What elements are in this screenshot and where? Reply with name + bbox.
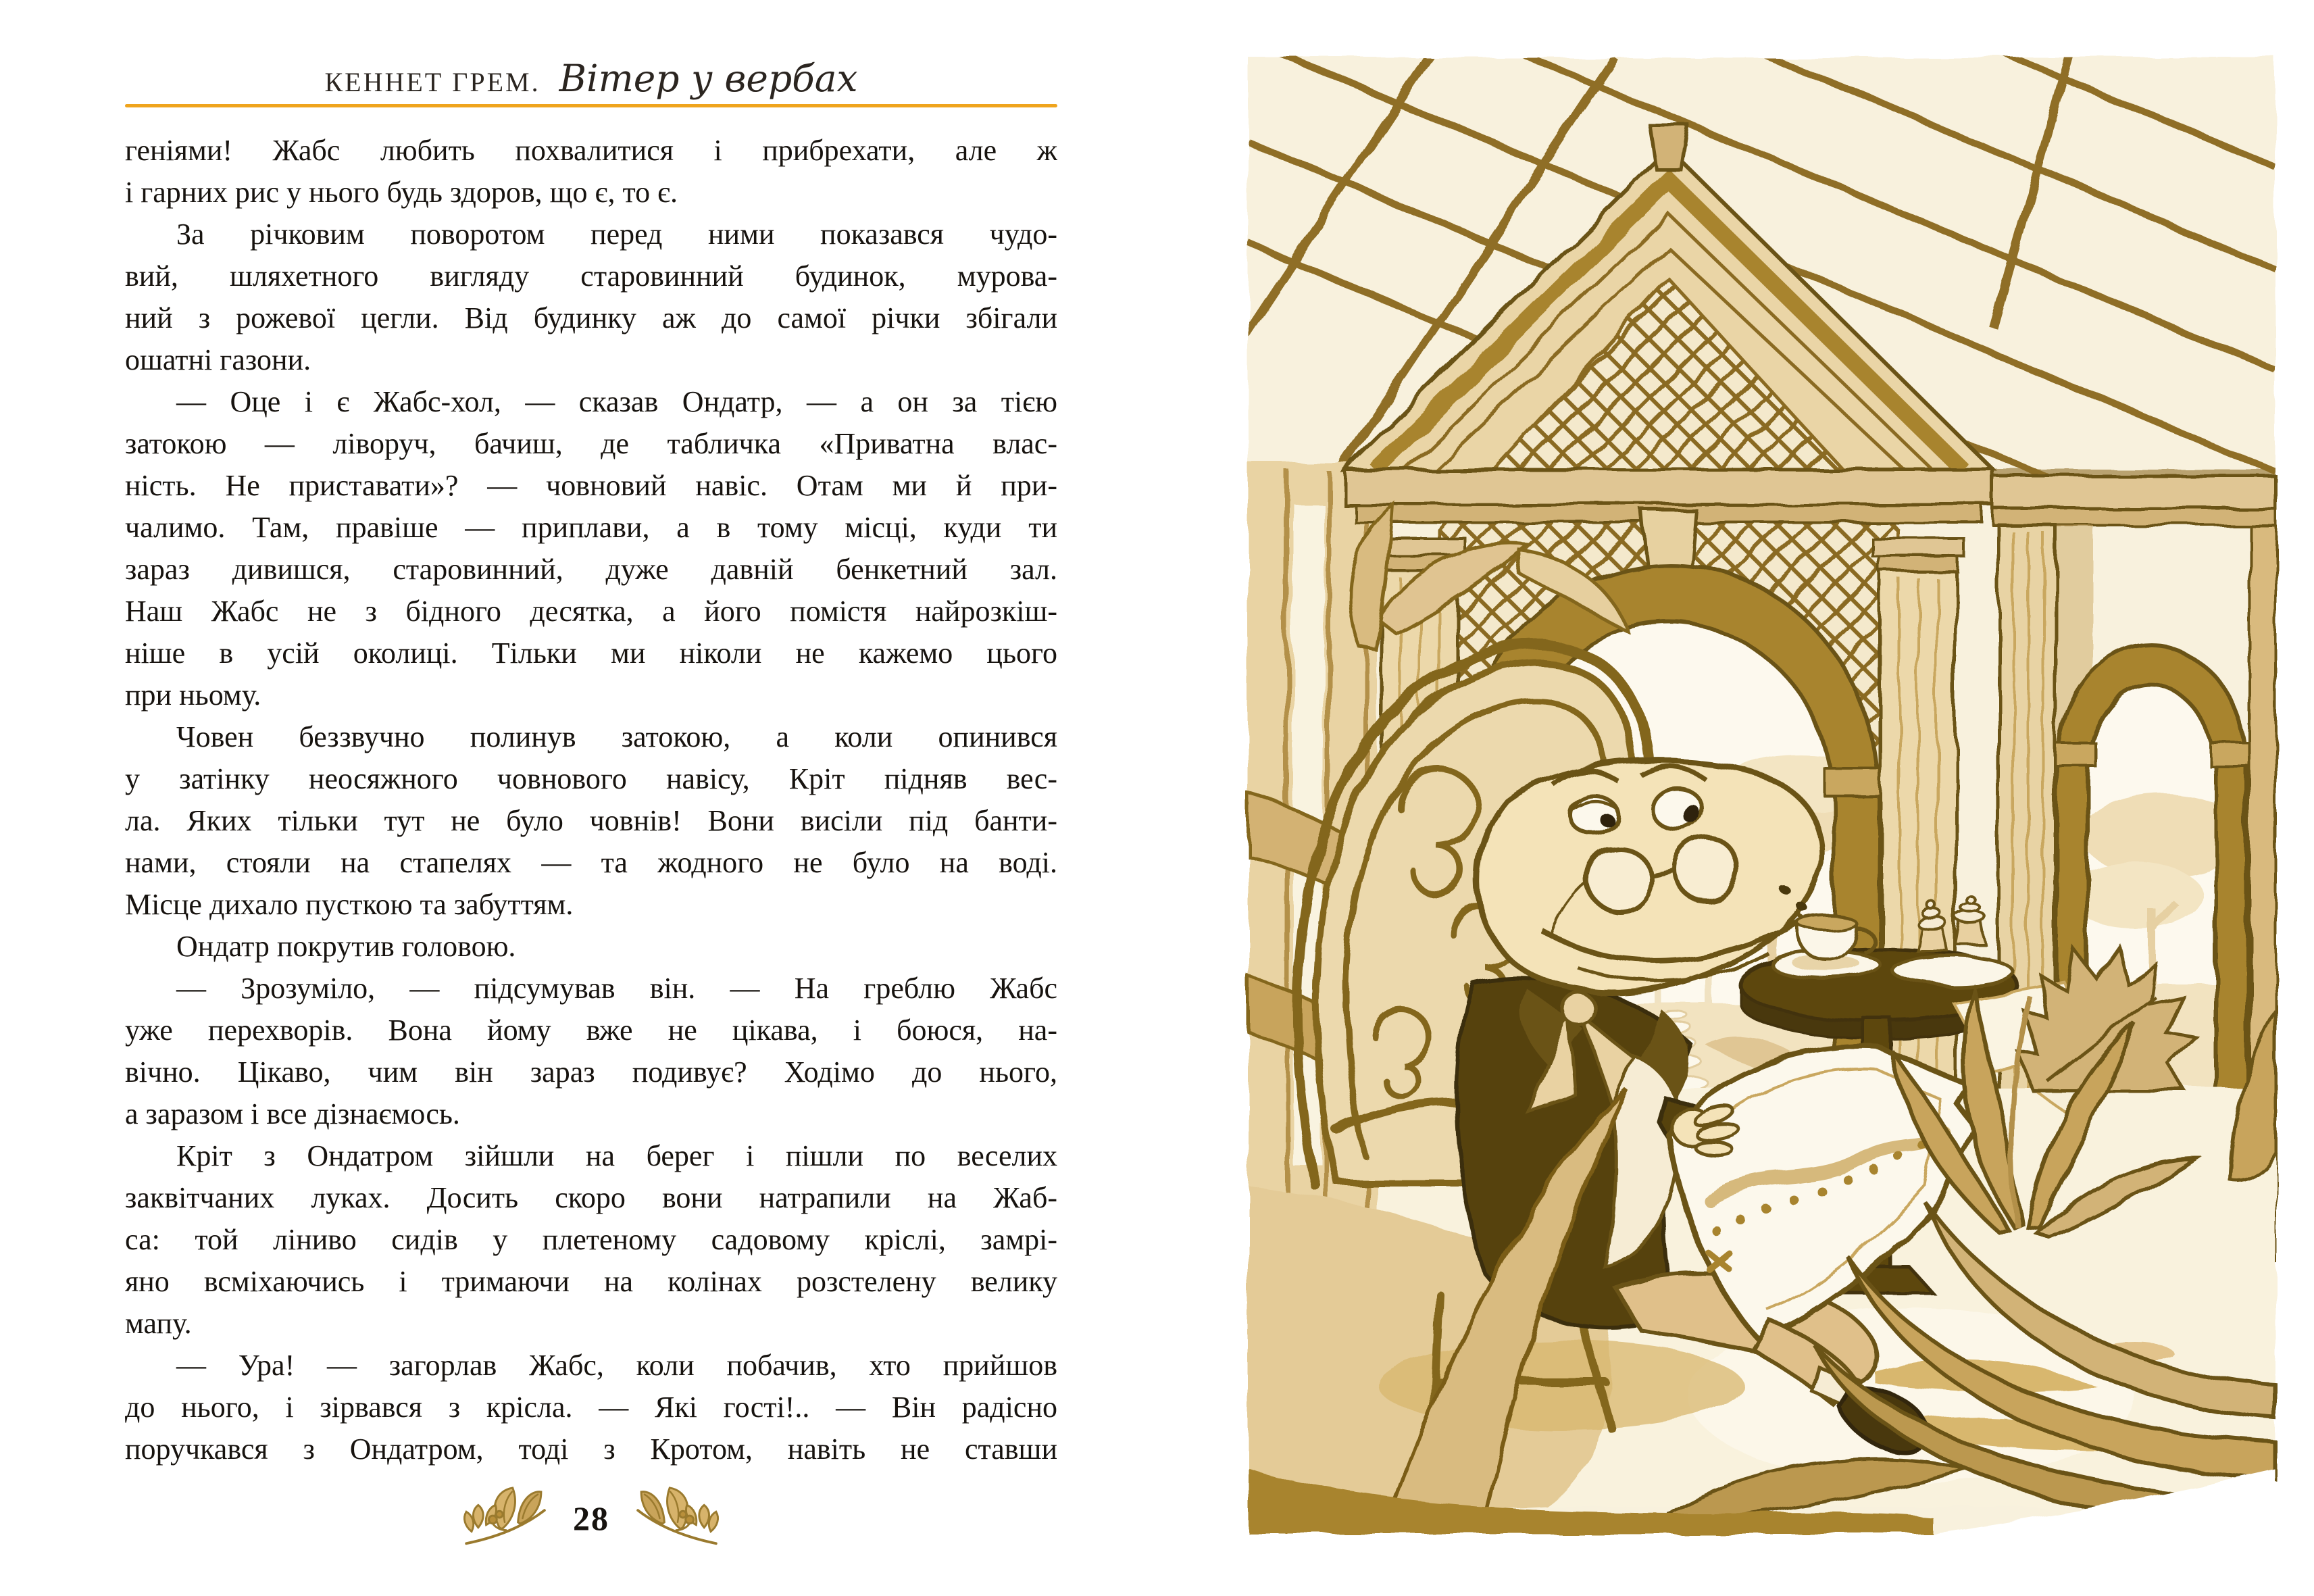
text-line: затокою — ліворуч, бачиш, де табличка «Приватна влас- — [125, 427, 1057, 460]
text-line: чалимо. Там, правіше — приплави, а в тому місці, куди ти — [125, 511, 1057, 544]
toad-conservatory-illustration — [1236, 37, 2290, 1557]
glasses-icon — [1587, 847, 1651, 911]
leaf-ornament-icon — [634, 1485, 720, 1551]
text-line: ність. Не приставати»? — човновий навіс. Отам ми й при- — [125, 469, 1057, 502]
leaf-ornament-icon — [462, 1485, 549, 1551]
body-text-column — [125, 130, 1057, 1470]
text-line: поручкався з Ондатром, тоді з Кротом, навіть не ставши — [125, 1432, 1057, 1466]
text-line: до нього, і зірвався з крісла. — Які гості!.. — Він радісно — [125, 1391, 1057, 1424]
text-line: у затінку неосяжного човнового навісу, Кріт підняв вес- — [125, 762, 1057, 795]
text-line: яно всміхаючись і тримаючи на колінах розстелену велику — [125, 1265, 1057, 1298]
text-line: ний з рожевої цегли. Від будинку аж до самої річки збігали — [125, 301, 1057, 334]
text-line: вічно. Цікаво, чим він зараз подивує? Ходімо до нього, — [125, 1055, 1057, 1089]
running-header — [125, 57, 1057, 100]
text-line: Кріт з Ондатром зійшли на берег і пішли по веселих — [176, 1139, 1057, 1172]
text-line: Місце дихало пусткою та забуттям. — [125, 888, 574, 921]
text-line: Ондатр покрутив головою. — [176, 930, 516, 963]
text-line: заквітчаних луках. Досить скоро вони натрапили на Жаб- — [125, 1181, 1057, 1214]
header-rule — [125, 104, 1057, 107]
text-line: са: той ліниво сидів у плетеному садовому кріслі, замрі- — [125, 1223, 1057, 1256]
text-line: — Зрозуміло, — підсумував він. — На греблю Жабс — [176, 972, 1057, 1005]
header-book-title: Вітер у вербах — [559, 57, 858, 100]
page-number: 28 — [573, 1499, 609, 1537]
text-line: Наш Жабс не з бідного десятка, а його помістя найрозкіш- — [125, 595, 1057, 628]
text-line: За річковим поворотом перед ними показався чудо- — [176, 218, 1057, 251]
header-author: КЕННЕТ ГРЕМ. — [324, 67, 540, 97]
text-line: при ньому. — [125, 678, 261, 712]
cupcake — [1917, 928, 1947, 951]
text-line: ніше в усій околиці. Тільки ми ніколи не кажемо цього — [125, 637, 1057, 670]
cupcake — [1957, 922, 1986, 945]
text-line: мапу. — [125, 1307, 192, 1340]
text-line: ла. Яких тільки тут не було човнів! Вони висіли під банти- — [125, 804, 1057, 837]
text-line: — Ура! — загорлав Жабс, коли побачив, хто прийшов — [176, 1349, 1057, 1382]
text-line: нами, стояли на стапелях — та жодного не було на воді. — [125, 846, 1057, 879]
text-line: ошатні газони. — [125, 343, 311, 376]
page-footer — [125, 1485, 1057, 1551]
text-line: а заразом і все дізнаємось. — [125, 1097, 460, 1130]
text-line: зараз дивишся, старовинний, дуже давній бенкетний зал. — [125, 553, 1057, 586]
text-line: геніями! Жабс любить похвалитися і прибрехати, але ж — [125, 134, 1057, 167]
text-line: вий, шляхетного вигляду старовинний будинок, мурова- — [125, 259, 1057, 293]
text-line: уже перехворів. Вона йому вже не цікава, і боюся, на- — [125, 1014, 1057, 1047]
text-line: Човен беззвучно полинув затокою, а коли опинився — [176, 720, 1057, 753]
text-line: — Оце і є Жабс-хол, — сказав Ондатр, — а он за тією — [176, 385, 1057, 418]
text-line: і гарних рис у нього будь здоров, що є, то є. — [125, 176, 678, 209]
